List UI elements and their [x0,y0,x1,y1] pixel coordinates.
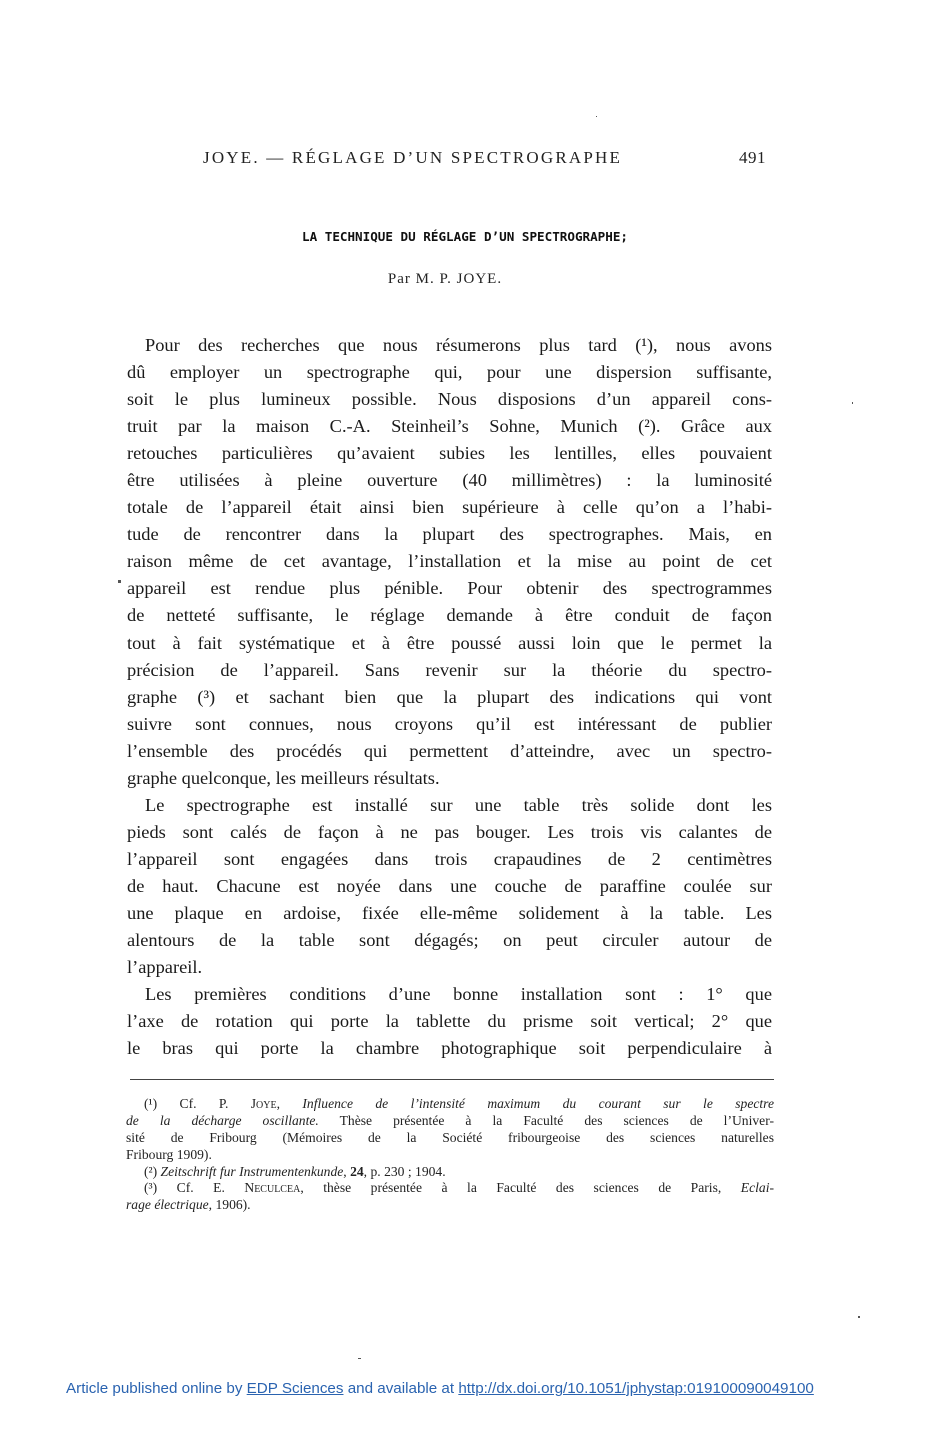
footnote-2: (²) Zeitschrift fur Instrumentenkunde, 24, p. 230 ; 1904. [144,1163,446,1179]
body-line: suivre sont connues, nous croyons qu’il est intéressant de publier [127,713,772,734]
footnote-3-line-2: rage électrique, 1906). [126,1197,251,1213]
publisher-prefix: Article published online by [66,1380,247,1397]
footnote-1-line-2: de la décharge oscillante. Thèse présentée à la Faculté des sciences de l’Univer- [126,1112,774,1128]
body-line: soit le plus lumineux possible. Nous disposions d’un appareil cons- [127,389,772,410]
body-line: tout à fait systématique et à être poussé aussi loin que le permet la [127,632,772,653]
body-line: le bras qui porte la chambre photographique soit perpendiculaire à [127,1038,772,1059]
body-line: appareil est rendue plus pénible. Pour obtenir des spectrogrammes [127,578,772,599]
scan-speck [858,1316,860,1318]
body-line: tude de rencontrer dans la plupart des spectrographes. Mais, en [127,524,772,545]
footnote-1-line-4: Fribourg 1909). [126,1146,212,1162]
body-line: de netteté suffisante, le réglage demande à être conduit de façon [127,605,772,626]
edp-sciences-link[interactable]: EDP Sciences [246,1380,344,1397]
body-line: l’ensemble des procédés qui permettent d’atteindre, avec un spectro- [127,740,772,761]
scan-speck [358,1358,361,1359]
body-line: l’axe de rotation qui porte la tablette du prisme soit vertical; 2° que [127,1011,772,1032]
body-line: raison même de cet avantage, l’installation et la mise au point de cet [127,551,772,572]
body-line: être utilisées à pleine ouverture (40 millimètres) : la luminosité [127,470,772,491]
body-line: retouches particulières qu’avaient subies les lentilles, elles pouvaient [127,443,772,464]
footnote-rule [130,1079,774,1080]
publisher-middle: and available at [343,1380,459,1397]
scan-speck [596,116,597,117]
body-line: l’appareil sont engagées dans trois crapaudines de 2 centimètres [127,848,772,869]
doi-link[interactable]: http://dx.doi.org/10.1051/jphystap:019100090049100 [458,1380,814,1397]
footnote-1-line-1: (¹) Cf. P. Joye, Influence de l’intensité maximum du courant sur le spectre [144,1096,774,1111]
body-line: Pour des recherches que nous résumerons plus tard (¹), nous avons [145,335,772,355]
body-line: totale de l’appareil était ainsi bien supérieure à celle qu’on a l’habi- [127,497,772,518]
body-line: truit par la maison C.-A. Steinheil’s Sohne, Munich (²). Grâce aux [127,416,772,437]
body-line: Le spectrographe est installé sur une table très solide dont les [145,794,772,815]
footnote-3-line-1: (³) Cf. E. Neculcea, thèse présentée à la Faculté des sciences de Paris, Eclai- [144,1180,774,1196]
body-line: graphe quelconque, les meilleurs résultats. [127,767,440,788]
footnotes [126,1096,774,1214]
body-line: Les premières conditions d’une bonne installation sont : 1° que [145,984,772,1005]
footnote-1-line-3: sité de Fribourg (Mémoires de la Société fribourgeoise des sciences naturelles [126,1129,774,1145]
body-line: l’appareil. [127,957,203,978]
scan-speck [118,580,121,583]
page-number: 491 [739,148,766,167]
body-line: alentours de la table sont dégagés; on peut circuler autour de [127,930,772,951]
article-body [127,332,772,1062]
body-line: précision de l’appareil. Sans revenir sur la théorie du spectro- [127,659,772,680]
publisher-notice [66,1380,926,1397]
running-head-title: JOYE. — RÉGLAGE D’UN SPECTROGRAPHE [203,148,623,167]
article-byline: Par M. P. JOYE. [387,271,503,287]
body-line: graphe (³) et sachant bien que la plupart des indications qui vont [127,686,772,707]
article-title: LA TECHNIQUE DU RÉGLAGE D’UN SPECTROGRAPHE; [301,229,629,244]
running-head [203,148,766,172]
scan-speck [852,402,853,404]
body-line: une plaque en ardoise, fixée elle-même solidement à la table. Les [127,902,772,923]
body-line: dû employer un spectrographe qui, pour une dispersion suffisante, [127,362,772,383]
body-line: pieds sont calés de façon à ne pas bouger. Les trois vis calantes de [127,821,772,842]
body-line: de haut. Chacune est noyée dans une couche de paraffine coulée sur [127,875,772,896]
